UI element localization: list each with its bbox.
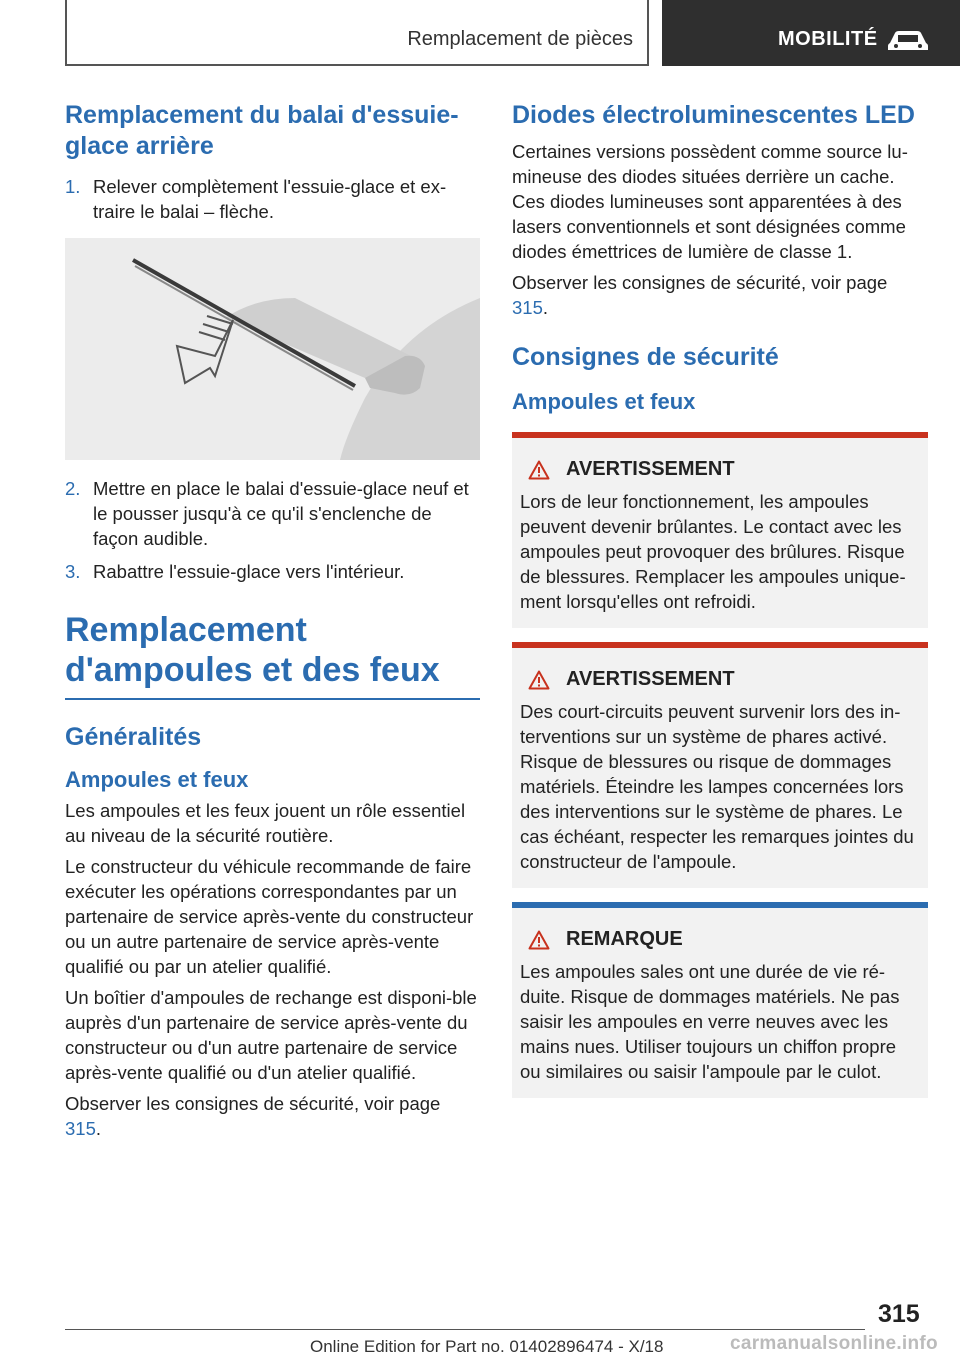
step-number: 1. xyxy=(65,176,81,197)
paragraph-1: Les ampoules et les feux jouent un rôle essentiel au niveau de la sécurité routière. xyxy=(65,800,466,846)
wiper-illustration xyxy=(65,238,480,460)
steps-list-2 xyxy=(65,476,480,584)
heading-wiper: Remplacement du balai d'essuie-glace arrière xyxy=(65,101,459,160)
paragraph-3: Un boîtier d'ampoules de rechange est disponi-ble auprès d'un partenaire de service après-vente du constructeur ou d'un autre partenaire de service après-vente qualifié ou d'un atelier qualifié. xyxy=(65,987,477,1083)
steps-list-1 xyxy=(65,174,480,224)
heading-bulbs: Remplacement d'ampoules et des feux xyxy=(65,611,440,689)
paragraph-observe-end: . xyxy=(542,297,549,318)
paragraph-4-text: Observer les consignes de sécurité, voir page xyxy=(65,1093,441,1114)
list-item xyxy=(65,559,480,584)
footer-rule xyxy=(65,1329,865,1330)
step-number: 2. xyxy=(65,478,81,499)
warning-title xyxy=(520,668,920,691)
page-header xyxy=(0,0,960,66)
heading-lamps-2: Ampoules et feux xyxy=(512,389,696,414)
notice-title-text: REMARQUE xyxy=(566,928,683,950)
notice-text: Les ampoules sales ont une durée de vie ré-duite. Risque de dommages matériels. Ne pas saisir les ampoules en verre neuves avec les mains nues. Utiliser toujours un chiffon propre ou similaires ou saisir l'ampoule par le culot. xyxy=(520,961,900,1082)
section-tab xyxy=(65,0,649,66)
step-text: Mettre en place le balai d'essuie-glace neuf et le pousser jusqu'à ce qu'il s'enclenche de façon audible. xyxy=(93,478,469,549)
heading-general: Généralités xyxy=(65,723,202,751)
heading-led: Diodes électroluminescentes LED xyxy=(512,101,915,129)
chapter-tab xyxy=(662,0,960,66)
left-column xyxy=(65,100,480,1147)
heading-safety: Consignes de sécurité xyxy=(512,343,779,371)
step-text: Relever complètement l'essuie-glace et ex-traire le balai – flèche. xyxy=(93,176,447,222)
warning-box-1 xyxy=(512,432,928,628)
warning-text: Lors de leur fonctionnement, les ampoules peuvent devenir brûlantes. Le contact avec les ampoules peut provoquer des brûlures. Risque de blessures. Remplacer les ampoules unique-ment lorsqu'elles ont refroidi. xyxy=(520,491,906,612)
chapter-title: MOBILITÉ xyxy=(778,28,878,50)
warning-title-text: AVERTISSEMENT xyxy=(566,668,735,690)
notice-title xyxy=(520,928,920,951)
step-number: 3. xyxy=(65,561,81,582)
page-link[interactable]: 315 xyxy=(512,297,543,318)
heading-rule xyxy=(65,698,480,700)
section-title: Remplacement de pièces xyxy=(407,28,633,50)
right-column xyxy=(512,100,928,1098)
watermark: carmanualsonline.info xyxy=(730,1333,938,1354)
car-icon xyxy=(886,28,930,54)
paragraph-observe xyxy=(512,270,928,320)
paragraph-observe-text: Observer les consignes de sécurité, voir page xyxy=(512,272,888,293)
paragraph-4-end: . xyxy=(95,1118,102,1139)
wiper-diagram xyxy=(65,238,480,460)
step-text: Rabattre l'essuie-glace vers l'intérieur. xyxy=(93,561,405,582)
heading-lamps: Ampoules et feux xyxy=(65,767,249,792)
page-link[interactable]: 315 xyxy=(65,1118,96,1139)
paragraph-2: Le constructeur du véhicule recommande de faire exécuter les opérations correspondantes par un partenaire de service après-vente du constructeur ou un autre partenaire de service après-vente qualifié ou par un atelier qualifié. xyxy=(65,856,474,977)
notice-box xyxy=(512,902,928,1098)
warning-title-text: AVERTISSEMENT xyxy=(566,458,735,480)
warning-triangle-icon xyxy=(528,460,550,480)
warning-triangle-icon xyxy=(528,930,550,950)
warning-title xyxy=(520,458,920,481)
list-item xyxy=(65,174,480,224)
edition-text: Online Edition for Part no. 01402896474 - X/18 xyxy=(310,1337,664,1356)
warning-text: Des court-circuits peuvent survenir lors des in-terventions sur un système de phares activé. Risque de blessures ou risque de dommages matériels. Éteindre les lampes concernées lors des interventions sur le système de phares. Le cas échéant, respecter les remarques jointes du constructeur de l'ampoule. xyxy=(520,701,914,872)
page-number: 315 xyxy=(878,1300,920,1328)
paragraph-4 xyxy=(65,1091,480,1141)
warning-triangle-icon xyxy=(528,670,550,690)
list-item xyxy=(65,476,480,551)
warning-box-2 xyxy=(512,642,928,888)
paragraph-led: Certaines versions possèdent comme source lu-mineuse des diodes situées derrière un cache. Ces diodes lumineuses sont apparentées à des lasers conventionnels et sont désignées comme diodes émettrices de lumière de classe 1. xyxy=(512,141,908,262)
